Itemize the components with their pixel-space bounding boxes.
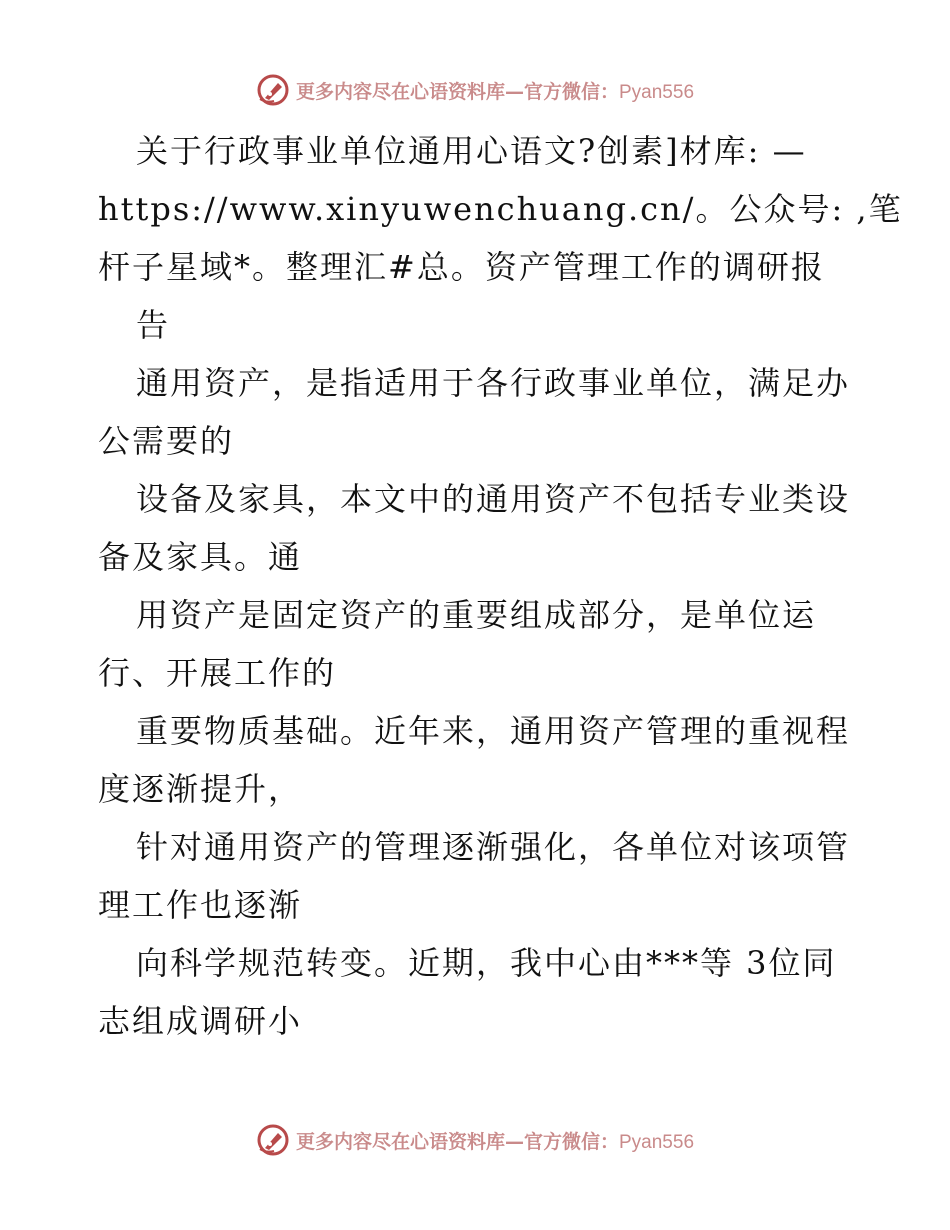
text-line: 公需要的 <box>98 422 235 460</box>
watermark-wechat-label: 官方微信： <box>523 1130 619 1153</box>
watermark-wechat-label: 官方微信： <box>523 80 619 103</box>
watermark-text <box>296 1127 694 1154</box>
pen-nib-logo-icon <box>256 73 290 107</box>
text-line: 通用资产，是指适用于各行政事业单位，满足办 <box>136 364 851 402</box>
text-line: 杆子星域*。整理汇#总。资产管理工作的调研报 <box>98 248 825 286</box>
pen-nib-logo-icon <box>256 1123 290 1157</box>
watermark-wechat-id: Pyan556 <box>619 81 695 103</box>
text-line: 备及家具。通 <box>98 538 303 576</box>
text-line: 向科学规范转变。近期，我中心由***等 3位同 <box>136 944 837 982</box>
footer-watermark-banner <box>0 1120 950 1160</box>
watermark-site-text: 更多内容尽在心语资料库 <box>295 80 505 103</box>
watermark-site-text: 更多内容尽在心语资料库 <box>295 1130 505 1153</box>
text-line: 理工作也逐渐 <box>98 886 303 924</box>
header-watermark-banner <box>0 70 950 110</box>
watermark-dash: — <box>504 80 524 103</box>
watermark-text <box>296 77 694 104</box>
text-line: 设备及家具，本文中的通用资产不包括专业类设 <box>136 480 851 518</box>
text-line: https://www.xinyuwenchuang.cn/。公众号: ,笔 <box>98 190 903 228</box>
watermark-dash: — <box>504 1130 524 1153</box>
watermark-wechat-id: Pyan556 <box>619 1131 695 1153</box>
text-line: 行、开展工作的 <box>98 654 337 692</box>
text-line: 针对通用资产的管理逐渐强化，各单位对该项管 <box>136 828 851 866</box>
text-line: 志组成调研小 <box>98 1002 303 1040</box>
document-body <box>98 122 903 1050</box>
text-line: 重要物质基础。近年来，通用资产管理的重视程 <box>136 712 851 750</box>
text-line: 用资产是固定资产的重要组成部分，是单位运 <box>136 596 817 634</box>
text-line: 告 <box>136 306 171 344</box>
text-line: 关于行政事业单位通用心语文?创素]材库: — <box>136 132 807 170</box>
text-line: 度逐渐提升， <box>98 770 303 808</box>
